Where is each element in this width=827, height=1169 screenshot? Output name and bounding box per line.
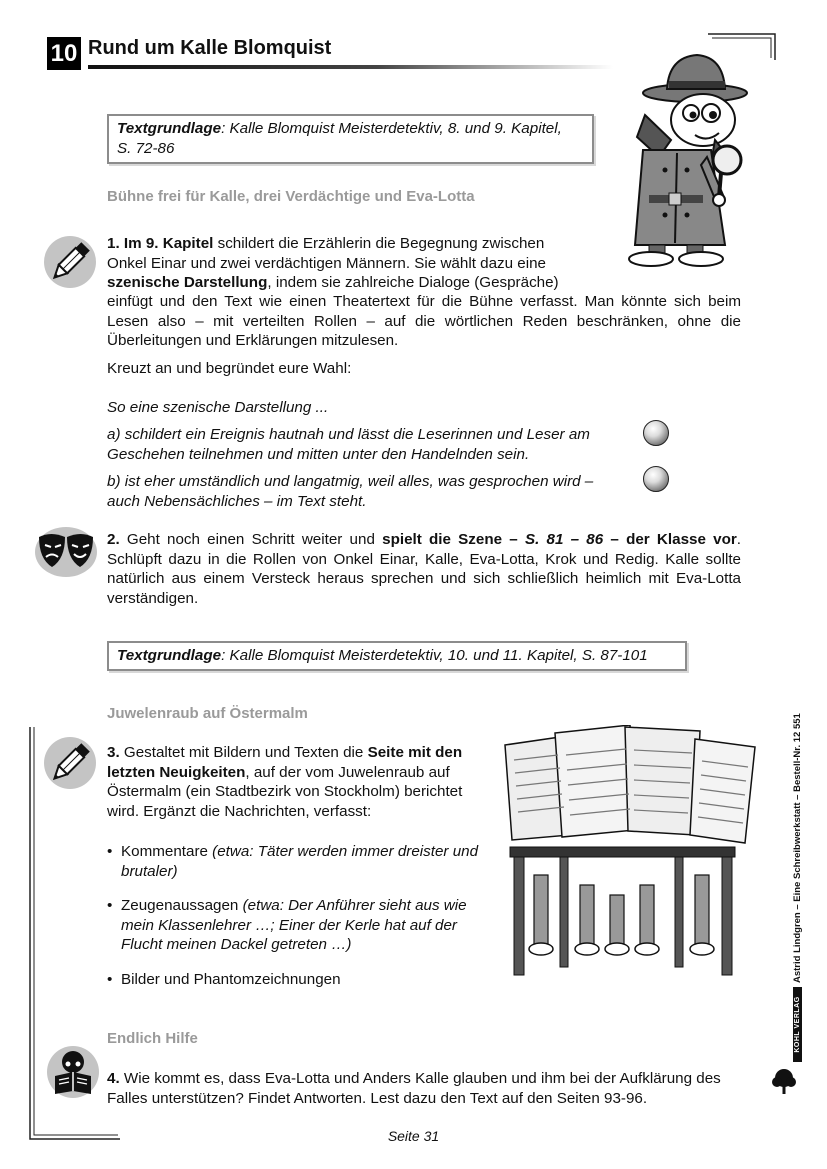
option-a-radio[interactable] <box>643 420 669 446</box>
task-icon <box>44 236 96 288</box>
text-source-box: Textgrundlage: Kalle Blomquist Meisterdetektiv, 10. und 11. Kapitel, S. 87-101 <box>107 641 687 671</box>
task-1-intro: 1. Im 9. Kapitel schildert die Erzählerin die Begegnung zwischen Onkel Einar und zwei verdächtigen Männern. Sie wählt dazu eine szenische Darstellung, indem sie zahlreiche Dialoge (Gespräche) <box>107 235 559 291</box>
task-1-stem: So eine szenische Darstellung ... <box>107 399 329 416</box>
task-1-body: einfügt und den Text wie einen Theatertext für die Bühne verfasst. Man könnte sich beim Lesen also – mit verteilten Rollen – auf die wörtlichen Reden beschränken, ohne die Überleitungen und Erklärungen mitzulesen. <box>107 293 741 349</box>
task-icon <box>35 527 97 577</box>
task-4-text: 4. Wie kommt es, dass Eva-Lotta und Anders Kalle glauben und ihm bei der Aufklärung des Falles unterstützen? Findet Antworten. Lest dazu den Text auf den Seiten 93-96. <box>107 1070 721 1107</box>
section-heading: Juwelenraub auf Östermalm <box>107 705 308 722</box>
option-b-text: b) ist eher umständlich und langatmig, weil alles, was gesprochen wird – auch Nebensächliches – im Text steht. <box>107 473 594 510</box>
option-b-radio[interactable] <box>643 466 669 492</box>
task-icon <box>44 737 96 789</box>
chapter-number-badge: 10 <box>47 37 81 70</box>
text-source-label: Textgrundlage <box>117 120 222 137</box>
task-1-instruction: Kreuzt an und begründet eure Wahl: <box>107 360 352 377</box>
theater-masks-icon <box>35 527 97 577</box>
tree-icon <box>770 1066 800 1096</box>
task-2-text: 2. Geht noch einen Schritt weiter und spielt die Szene – S. 81 – 86 – der Klasse vor. Schlüpft dazu in die Rollen von Onkel Einar, Kalle, Eva-Lotta, Krok und Redig. Kalle sollte natürlich aus einem Versteck heraus sprechen und sich schließlich heimlich mit Eva-Lotta verständigen. <box>107 531 741 607</box>
publisher-logo: KOHL VERLAG <box>782 990 812 1065</box>
list-item: • Zeugenaussagen (etwa: Der Anführer sieht aus wie mein Klassenlehrer …; Einer der Kerle hat auf der Flucht meinen Dackel getreten …) <box>107 896 479 955</box>
option-a-text: a) schildert ein Ereignis hautnah und lässt die Leserinnen und Leser am Geschehen teilnehmen und mitten unter den Handelnden sein. <box>107 426 590 463</box>
task-3-text: 3. Gestaltet mit Bildern und Texten die Seite mit den letzten Neuigkeiten, auf der vom Juwelenraub auf Östermalm (ein Stadtbezirk von Stockholm) berichtet wird. Ergänzt die Nachrichten, verfasst: <box>107 744 463 820</box>
reading-kid-icon <box>47 1046 99 1098</box>
section-heading: Endlich Hilfe <box>107 1030 198 1047</box>
task-3-bullets <box>107 842 479 1004</box>
pencil-icon <box>44 737 96 789</box>
pencil-icon <box>44 236 96 288</box>
text-source-pages: S. 72-86 <box>117 140 175 157</box>
text-source-box <box>107 114 594 164</box>
title-underline <box>88 65 613 69</box>
list-item: • Kommentare (etwa: Täter werden immer dreister und brutaler) <box>107 842 479 881</box>
page-title: Rund um Kalle Blomquist <box>88 37 332 59</box>
section-heading: Bühne frei für Kalle, drei Verdächtige und Eva-Lotta <box>107 188 475 205</box>
page-number: Seite 31 <box>387 1128 440 1144</box>
newspaper-readers-illustration <box>500 725 760 985</box>
list-item: • Bilder und Phantomzeichnungen <box>107 970 479 990</box>
detective-illustration <box>615 45 755 270</box>
task-icon <box>47 1046 99 1098</box>
sidebar-vertical-text: Astrid Lindgren – Eine Schreibwerkstatt – Bestell-Nr. 12 551 <box>792 713 803 983</box>
text-source-text: : Kalle Blomquist Meisterdetektiv, 8. und 9. Kapitel, <box>221 120 562 137</box>
